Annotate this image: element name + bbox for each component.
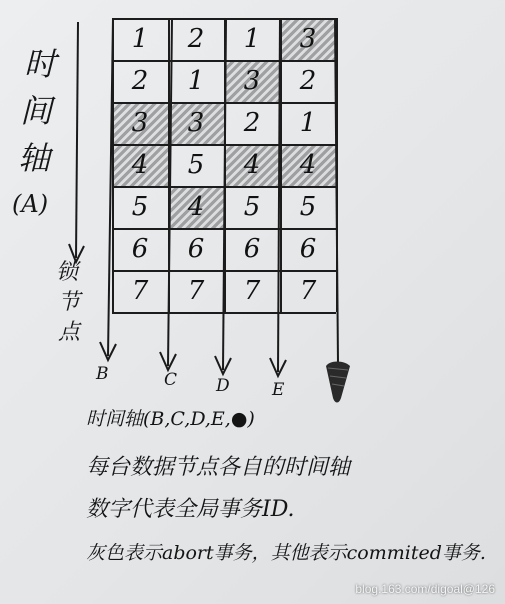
grid-line-v	[168, 18, 170, 312]
grid-cell: 6	[131, 234, 149, 264]
grid-line-v	[336, 18, 338, 312]
axis-label-b: B	[96, 364, 109, 384]
grid-cell: 5	[187, 150, 205, 180]
lock-label-char-3: 点	[58, 320, 81, 345]
axis-label-d: D	[216, 376, 230, 396]
grid-cell: 2	[131, 66, 149, 96]
grid-cell: 4	[224, 144, 280, 186]
grid-cell: 4	[168, 186, 224, 228]
grid-cell: 4	[112, 144, 168, 186]
grid-line-v	[112, 18, 114, 312]
left-axis-char-3: 轴	[18, 139, 51, 177]
grid-cell: 6	[187, 234, 205, 264]
watermark: blog.163.com/digoal@126	[355, 582, 495, 596]
note-line-2: 每台数据节点各自的时间轴	[86, 455, 351, 480]
grid-cell: 3	[224, 60, 280, 102]
grid-cell: 6	[243, 234, 261, 264]
grid-cell: 2	[299, 66, 317, 96]
grid-cell: 7	[243, 276, 261, 306]
grid-cell: 2	[243, 108, 261, 138]
grid-cell: 7	[299, 276, 317, 306]
grid-cell: 5	[243, 192, 261, 222]
axis-label-c: C	[164, 370, 178, 390]
grid-line-v	[280, 18, 282, 312]
lock-label-char-1: 锁	[56, 260, 79, 285]
left-axis-paren: (A)	[12, 190, 49, 218]
grid-cell: 3	[168, 102, 224, 144]
grid-cell: 5	[131, 192, 149, 222]
left-axis-char-2: 间	[20, 92, 53, 130]
left-axis-char-1: 时	[24, 45, 57, 83]
grid-cell: 7	[187, 276, 205, 306]
grid-line-h	[112, 312, 336, 314]
grid-cell: 3	[112, 102, 168, 144]
note-line-1: 时间轴(B,C,D,E,●)	[86, 408, 255, 430]
grid-cell: 1	[299, 108, 317, 138]
lock-label-char-2: 节	[58, 290, 81, 315]
grid-cell: 1	[187, 66, 205, 96]
grid-cell: 1	[243, 24, 261, 54]
transaction-grid	[112, 18, 336, 314]
grid-cell: 1	[131, 24, 149, 54]
grid-cell: 6	[299, 234, 317, 264]
note-line-4: 灰色表示abort事务，其他表示commited事务.	[86, 542, 486, 564]
grid-cell: 7	[131, 276, 149, 306]
grid-line-v	[224, 18, 226, 312]
grid-cell: 3	[280, 18, 336, 60]
grid-cell: 4	[280, 144, 336, 186]
grid-cell: 2	[187, 24, 205, 54]
grid-cell: 5	[299, 192, 317, 222]
note-line-3: 数字代表全局事务ID.	[86, 497, 295, 522]
axis-label-e: E	[272, 380, 285, 400]
